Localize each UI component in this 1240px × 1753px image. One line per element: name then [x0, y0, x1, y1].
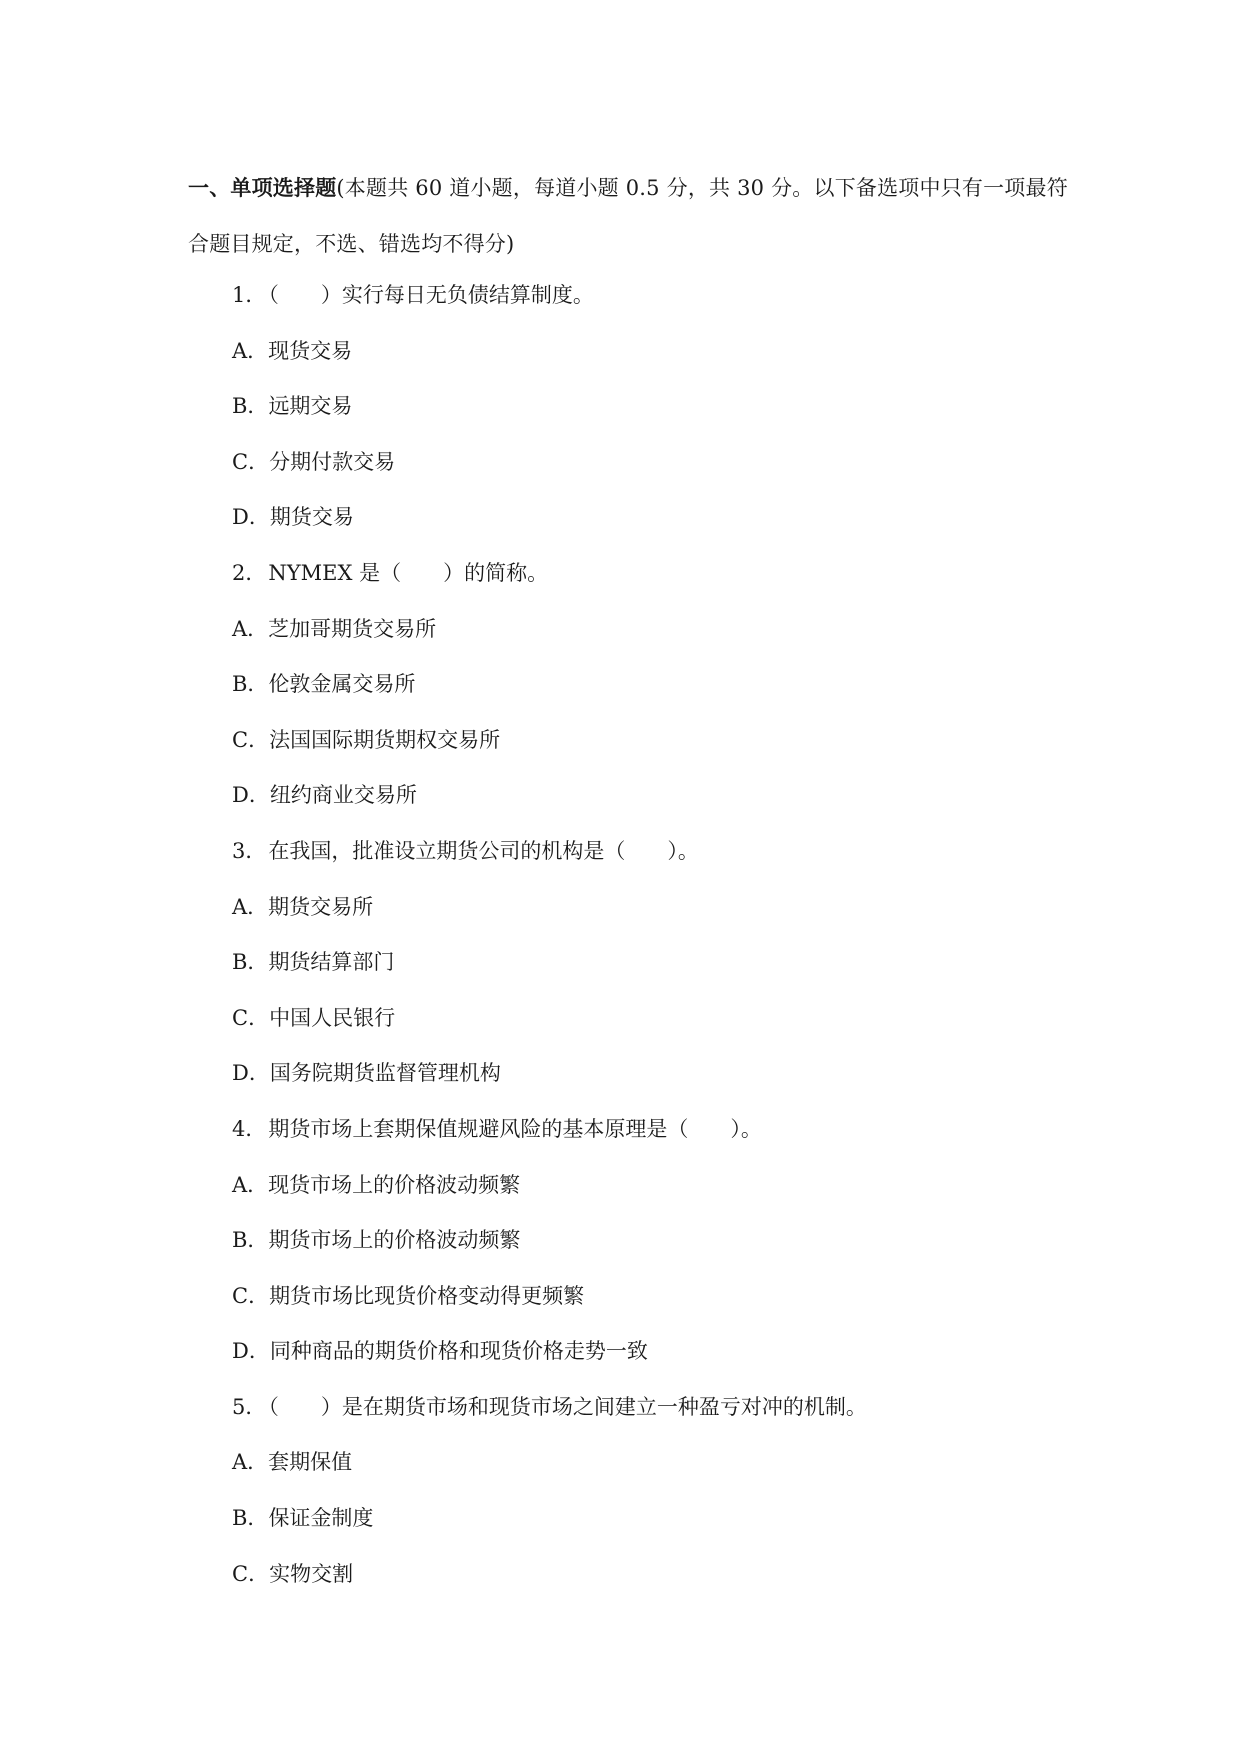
question-stem [232, 824, 1072, 880]
option-letter: B． [232, 394, 269, 419]
question-stem [232, 546, 1072, 602]
answer-option [232, 435, 1072, 491]
option-text: 期货市场比现货价格变动得更频繁 [269, 1283, 585, 1308]
answer-option [232, 1213, 1072, 1269]
option-letter: B． [232, 1228, 269, 1253]
answer-option [232, 991, 1072, 1047]
option-text: 期货交易所 [268, 894, 374, 919]
answer-option [232, 1547, 1072, 1603]
question-stem [232, 1380, 1072, 1436]
option-text: 期货交易 [269, 505, 354, 530]
answer-option [232, 1491, 1072, 1547]
answer-option [232, 1269, 1072, 1325]
option-text: 现货交易 [268, 338, 353, 363]
option-letter: A． [232, 616, 269, 641]
answer-option [232, 379, 1072, 435]
question-number: 5． [232, 1394, 267, 1419]
answer-option [232, 1435, 1072, 1491]
question-number: 4． [232, 1116, 267, 1141]
option-letter: A． [232, 894, 269, 919]
option-letter: B． [232, 1506, 269, 1531]
option-text: 纽约商业交易所 [269, 783, 417, 808]
option-text: 实物交割 [269, 1561, 354, 1586]
question-text: （ ）是在期货市场和现货市场之间建立一种盈亏对冲的机制。 [268, 1394, 867, 1419]
answer-option [232, 1158, 1072, 1214]
option-letter: C． [232, 1283, 270, 1308]
question-number: 2． [232, 560, 267, 585]
option-text: 伦敦金属交易所 [268, 672, 416, 697]
option-text: 期货结算部门 [268, 950, 395, 975]
option-letter: C． [232, 1561, 270, 1586]
section-instructions: (本题共 60 道小题，每道小题 0.5 分，共 30 分。以下备选项中只有一项最符合题目规定，不选、错选均不得分) [188, 176, 1068, 256]
option-letter: C． [232, 449, 270, 474]
answer-option [232, 1046, 1072, 1102]
option-letter: A． [232, 1172, 269, 1197]
option-text: 中国人民银行 [269, 1005, 396, 1030]
question-text: 期货市场上套期保值规避风险的基本原理是（ ）。 [268, 1116, 762, 1141]
option-text: 保证金制度 [268, 1506, 374, 1531]
answer-option [232, 657, 1072, 713]
question-list [232, 268, 1072, 1602]
option-text: 法国国际期货期权交易所 [269, 727, 501, 752]
answer-option [232, 1324, 1072, 1380]
option-text: 分期付款交易 [269, 449, 396, 474]
section-heading [188, 160, 1078, 272]
option-letter: D． [232, 505, 270, 530]
option-text: 套期保值 [268, 1450, 353, 1475]
option-letter: C． [232, 1005, 270, 1030]
option-letter: A． [232, 338, 269, 363]
answer-option [232, 602, 1072, 658]
question-number: 3． [232, 838, 267, 863]
option-text: 远期交易 [268, 394, 353, 419]
option-letter: C． [232, 727, 270, 752]
answer-option [232, 324, 1072, 380]
option-letter: A． [232, 1450, 269, 1475]
option-text: 芝加哥期货交易所 [268, 616, 437, 641]
answer-option [232, 768, 1072, 824]
answer-option [232, 490, 1072, 546]
option-text: 现货市场上的价格波动频繁 [268, 1172, 521, 1197]
option-letter: D． [232, 783, 270, 808]
answer-option [232, 713, 1072, 769]
option-letter: B． [232, 672, 269, 697]
question-text: 在我国，批准设立期货公司的机构是（ ）。 [268, 838, 699, 863]
question-text: （ ）实行每日无负债结算制度。 [268, 283, 594, 307]
section-label: 一、单项选择题 [188, 175, 337, 200]
option-text: 国务院期货监督管理机构 [269, 1061, 501, 1086]
option-letter: D． [232, 1061, 270, 1086]
answer-option [232, 935, 1072, 991]
option-letter: D． [232, 1339, 270, 1364]
question-number: 1． [232, 283, 267, 307]
option-text: 期货市场上的价格波动频繁 [268, 1228, 521, 1253]
question-stem [232, 268, 1072, 324]
option-text: 同种商品的期货价格和现货价格走势一致 [269, 1339, 648, 1364]
question-text: NYMEX 是（ ）的简称。 [268, 560, 549, 585]
question-stem [232, 1102, 1072, 1158]
answer-option [232, 880, 1072, 936]
option-letter: B． [232, 950, 269, 975]
